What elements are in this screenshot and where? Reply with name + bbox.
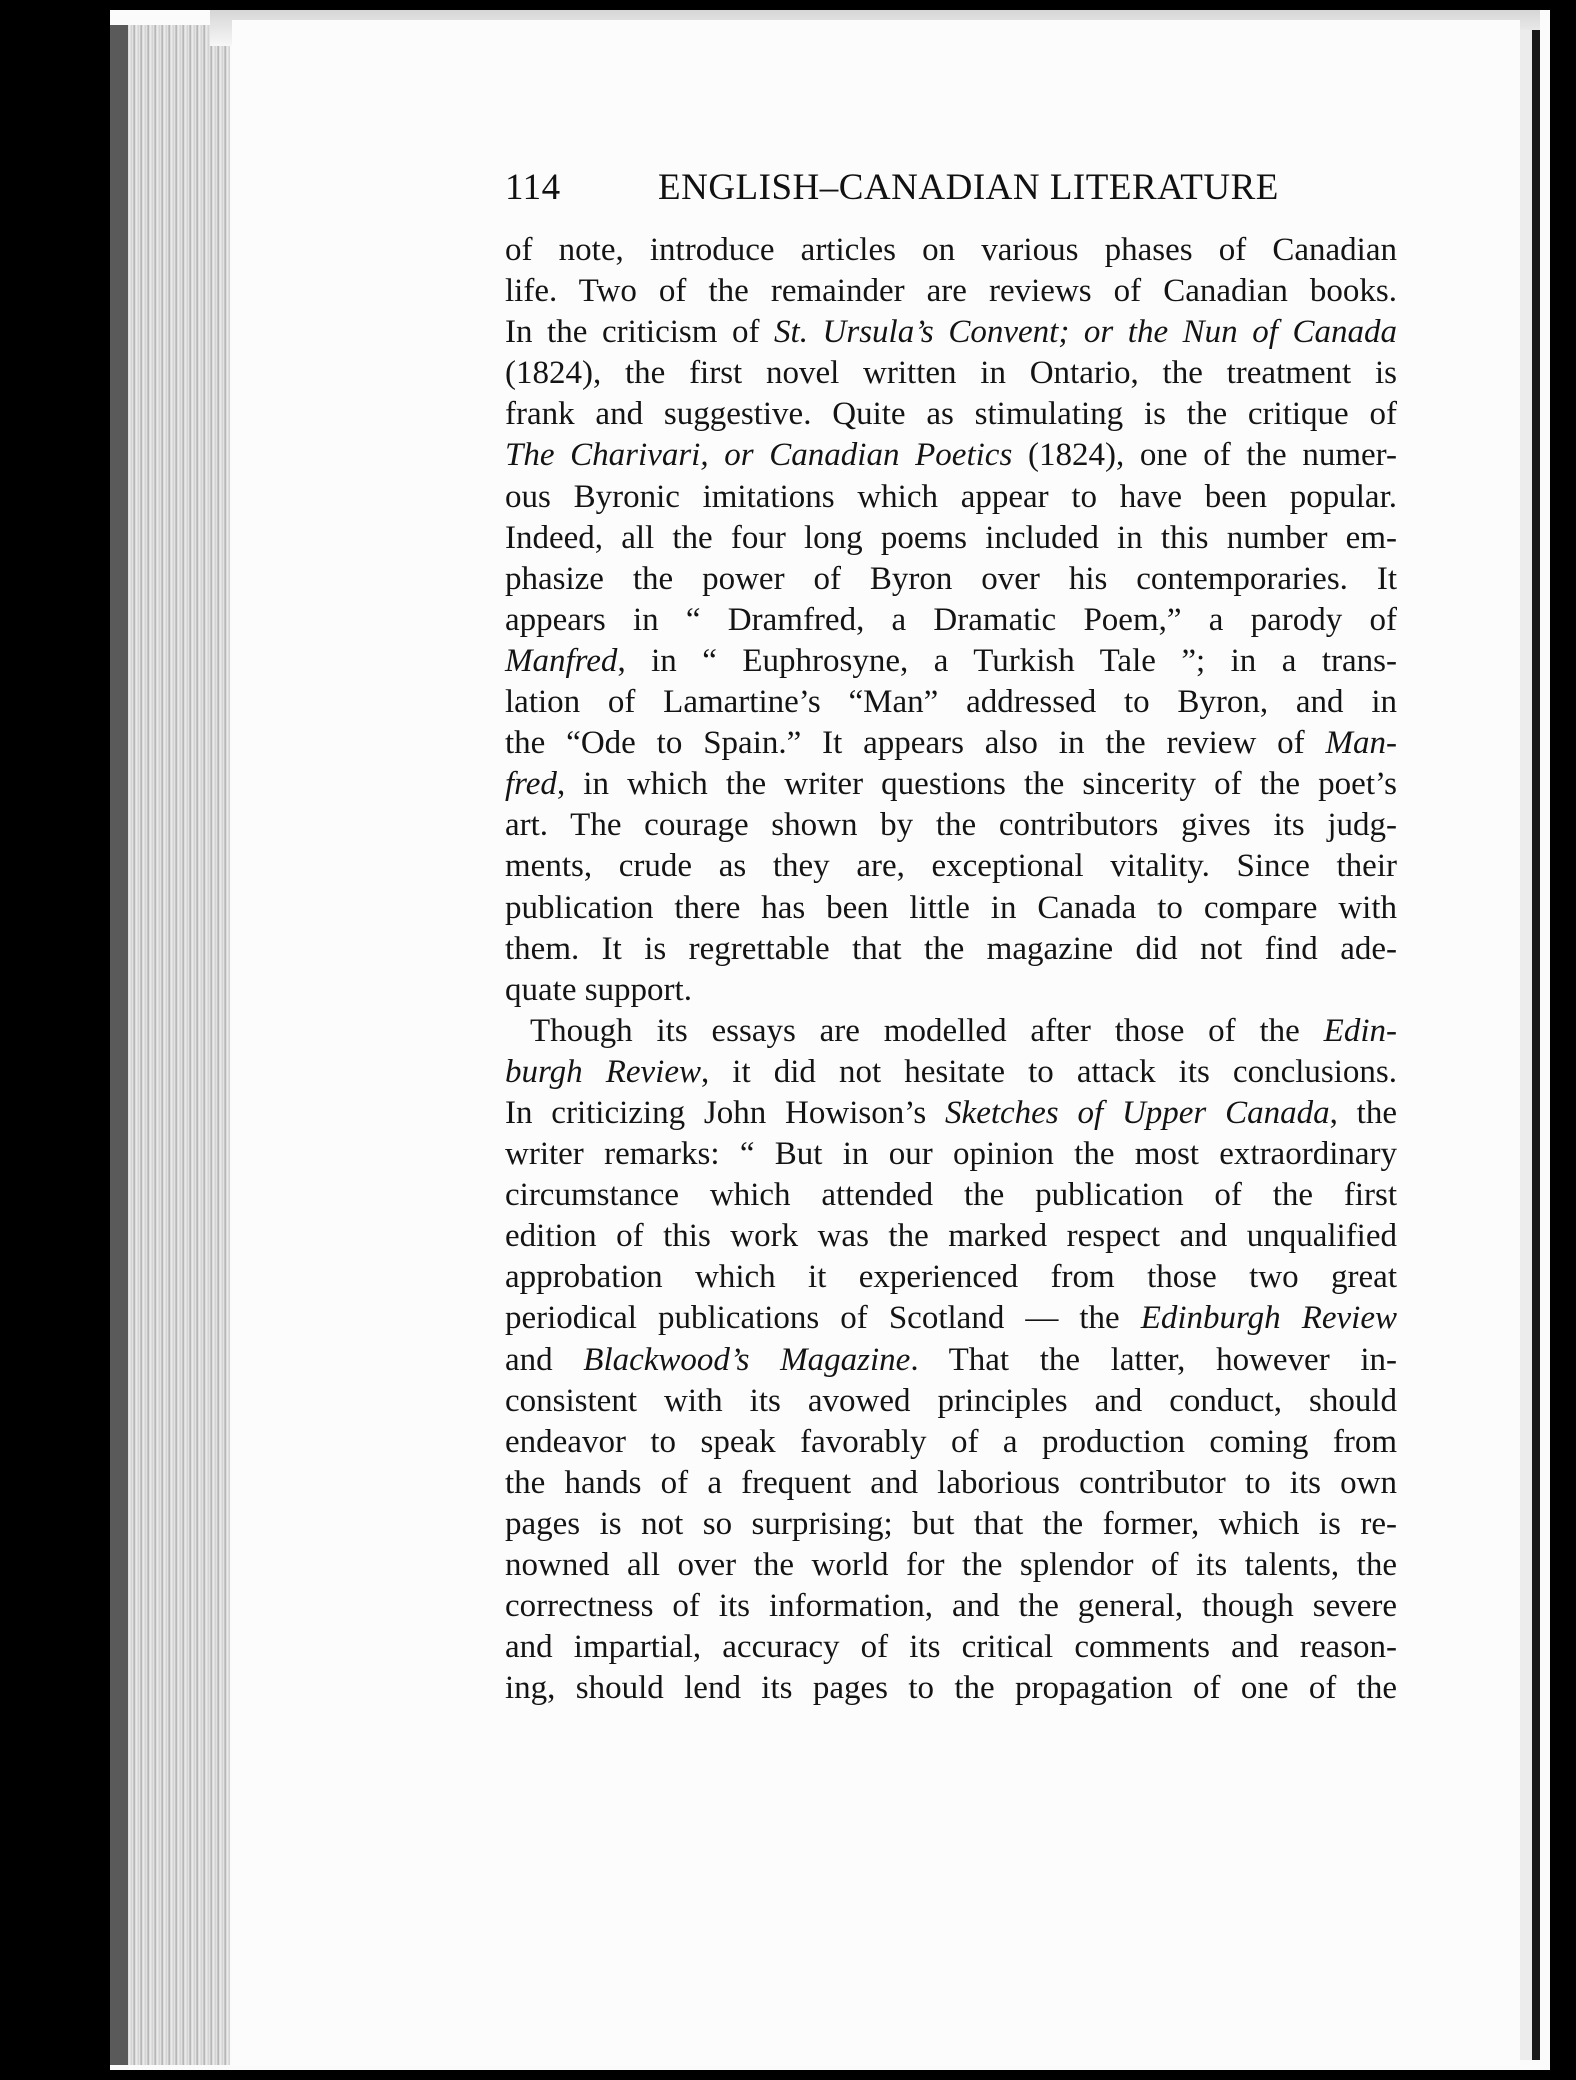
text-line-27: periodical publications of Scotland — the Edinburgh Review xyxy=(505,1300,1397,1337)
title-manfred-cont: fred xyxy=(505,766,557,803)
title-the-charivari: The Charivari, or Canadian Poetics xyxy=(505,437,1013,474)
facing-page-gutter xyxy=(1520,30,1532,2060)
text-line-12: lation of Lamartine’s “Man” addressed to Byron, and in xyxy=(505,684,1397,721)
text-line-1: of note, introduce articles on various phases of Canadian xyxy=(505,232,1397,268)
text-line-14: fred, in which the writer questions the sincerity of the poet’s xyxy=(505,766,1397,803)
text-line-23: writer remarks: “ But in our opinion the most extraordinary xyxy=(505,1136,1397,1173)
title-edinburgh-review-hyphen: Edin- xyxy=(1323,1012,1397,1049)
text-line-24: circumstance which attended the publication of the first xyxy=(505,1177,1397,1214)
page-number: 114 xyxy=(505,167,561,208)
text-line-30: endeavor to speak favorably of a production coming from xyxy=(505,1423,1397,1460)
running-header xyxy=(505,166,1279,226)
title-edinburgh-review: Edinburgh Review xyxy=(1140,1300,1397,1337)
text-line-21: burgh Review, it did not hesitate to attack its conclusions. xyxy=(505,1053,1397,1090)
text-line-22: In criticizing John Howison’s Sketches of Upper Canada, the xyxy=(505,1094,1397,1131)
text-line-35: and impartial, accuracy of its critical comments and reason- xyxy=(505,1629,1397,1666)
title-st-ursulas-convent: St. Ursula’s Convent; or the Nun of Canada xyxy=(774,314,1397,351)
title-edinburgh-review-cont: burgh Review xyxy=(505,1053,701,1090)
text-line-8: Indeed, all the four long poems included in this number em- xyxy=(505,519,1397,556)
text-line-34: correctness of its information, and the general, though severe xyxy=(505,1588,1397,1625)
text-line-17: publication there has been little in Canada to compare with xyxy=(505,889,1397,926)
text-line-31: the hands of a frequent and laborious contributor to its own xyxy=(505,1464,1397,1501)
text-line-16: ments, crude as they are, exceptional vitality. Since their xyxy=(505,848,1397,885)
text-line-2: life. Two of the remainder are reviews of Canadian books. xyxy=(505,273,1397,310)
text-line-25: edition of this work was the marked respect and unqualified xyxy=(505,1218,1397,1255)
text-line-29: consistent with its avowed principles and conduct, should xyxy=(505,1382,1397,1419)
text-line-26: approbation which it experienced from those two great xyxy=(505,1259,1397,1296)
text-line-19: quate support. xyxy=(505,971,692,1008)
text-line-3: In the criticism of St. Ursula’s Convent; or the Nun of Canada xyxy=(505,314,1397,351)
text-line-36: ing, should lend its pages to the propagation of one of the xyxy=(505,1670,1397,1707)
text-line-33: nowned all over the world for the splendor of its talents, the xyxy=(505,1547,1397,1583)
text-line-9: phasize the power of Byron over his contemporaries. It xyxy=(505,560,1397,597)
body-text xyxy=(505,230,1397,1709)
text-line-5: frank and suggestive. Quite as stimulating is the critique of xyxy=(505,396,1397,433)
title-sketches-of-upper-canada: Sketches of Upper Canada xyxy=(945,1094,1330,1131)
book-spine-shadow xyxy=(110,25,128,2065)
text-line-13: the “Ode to Spain.” It appears also in the review of Man- xyxy=(505,725,1397,762)
title-manfred-hyphen: Man- xyxy=(1325,725,1397,762)
text-line-28: and Blackwood’s Magazine. That the latter, however in- xyxy=(505,1341,1397,1378)
text-line-7: ous Byronic imitations which appear to have been popular. xyxy=(505,478,1397,515)
text-line-6: The Charivari, or Canadian Poetics (1824), one of the numer- xyxy=(505,437,1397,474)
text-line-18: them. It is regrettable that the magazine did not find ade- xyxy=(505,930,1397,967)
text-line-32: pages is not so surprising; but that the former, which is re- xyxy=(505,1505,1397,1542)
running-title: ENGLISH–CANADIAN LITERATURE xyxy=(658,167,1279,208)
page-edges-left xyxy=(110,25,230,2065)
text-line-15: art. The courage shown by the contributors gives its judg- xyxy=(505,807,1397,844)
text-line-4: (1824), the first novel written in Ontario, the treatment is xyxy=(505,355,1397,392)
text-line-10: appears in “ Dramfred, a Dramatic Poem,” a parody of xyxy=(505,601,1397,638)
text-line-20: Though its essays are modelled after those of the Edin- xyxy=(530,1012,1397,1049)
title-manfred: Manfred xyxy=(505,642,618,679)
facing-page-edge xyxy=(1532,30,1540,2060)
title-blackwoods-magazine: Blackwood’s Magazine xyxy=(583,1341,911,1378)
text-line-11: Manfred, in “ Euphrosyne, a Turkish Tale ”; in a trans- xyxy=(505,642,1397,679)
